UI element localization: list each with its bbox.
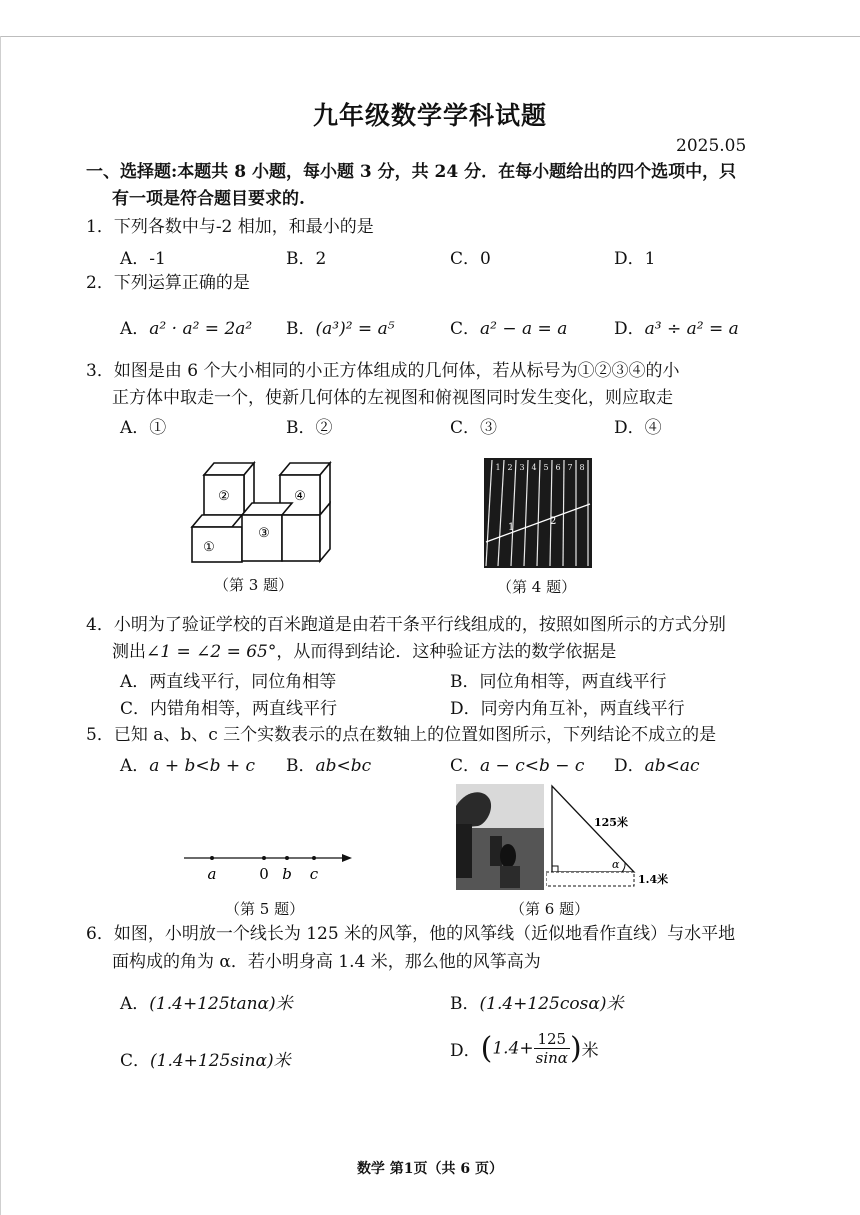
- q6-option-d-denominator: sinα: [535, 1049, 568, 1067]
- q5-option-a: [120, 751, 255, 776]
- q2-option-c-label: C．: [450, 319, 481, 339]
- q6-option-a-label: A．: [120, 994, 150, 1014]
- q4-line2-suffix: ，从而得到结论．这种验证方法的数学依据是: [276, 642, 617, 662]
- q2-stem: 2．下列运算正确的是: [86, 273, 250, 293]
- q3-option-b: B．②: [286, 418, 333, 438]
- q5-option-b: [286, 751, 371, 776]
- q3-line2: 正方体中取走一个，使新几何体的左视图和俯视图同时发生变化，则应取走: [112, 388, 673, 408]
- q4-line1: 4．小明为了验证学校的百米跑道是由若干条平行线组成的，按照如图所示的方式分别: [86, 615, 726, 635]
- q2-option-d-expr: a³ ÷ a² = a: [644, 319, 739, 339]
- page-top-border: [0, 0, 860, 37]
- q3-option-c: C．③: [450, 418, 498, 438]
- fig6-angle-label: α: [612, 858, 620, 871]
- q2-option-d-label: D．: [614, 319, 645, 339]
- fig3-label-3: ③: [258, 526, 270, 541]
- q6-line2: 面构成的角为 α．若小明身高 1.4 米，那么他的风筝高为: [112, 952, 541, 972]
- q2-option-b: [286, 314, 395, 339]
- figure4-caption: （第 4 题）: [497, 578, 577, 596]
- q5-option-d: [614, 751, 700, 776]
- exam-title: 九年级数学学科试题: [312, 101, 547, 130]
- fig6-base-strip: [546, 872, 634, 886]
- fig3-label-1: ①: [203, 540, 215, 555]
- q5-option-c-label: C．: [450, 756, 481, 776]
- q5-option-d-expr: ab<ac: [644, 756, 700, 776]
- q6-option-d-paren-open: (: [480, 1031, 493, 1066]
- fig5-point-b: [285, 856, 289, 860]
- q4-option-b: B．同位角相等，两直线平行: [450, 672, 667, 692]
- q6-line1: 6．如图，小明放一个线长为 125 米的风筝，他的风筝线（近似地看作直线）与水平地: [86, 924, 736, 944]
- section1-line1: 一、选择题:本题共 8 小题，每小题 3 分，共 24 分．在每小题给出的四个选项中，只: [86, 162, 737, 182]
- fig4-lane-1: 1: [495, 463, 501, 472]
- q6-option-d-unit: 米: [581, 1041, 599, 1061]
- fig4-angle-1: 1: [508, 522, 515, 533]
- figure6-triangle: [546, 784, 676, 890]
- q5-option-c: [450, 751, 584, 776]
- q4-option-c: C．内错角相等，两直线平行: [120, 699, 338, 719]
- fig6-line-label: 125米: [594, 816, 628, 829]
- q5-stem: 5．已知 a、b、c 三个实数表示的点在数轴上的位置如图所示，下列结论不成立的是: [86, 725, 717, 745]
- fig3-label-4: ④: [294, 489, 306, 504]
- q2-option-c: [450, 314, 567, 339]
- q4-option-d: D．同旁内角互补，两直线平行: [450, 699, 685, 719]
- fig5-label-0: 0: [259, 865, 269, 883]
- figure5-caption: （第 5 题）: [225, 900, 305, 918]
- q2-option-b-expr: (a³)² = a⁵: [315, 319, 395, 339]
- q2-option-d: [614, 314, 739, 339]
- exam-date: 2025.05: [676, 136, 747, 156]
- cube-br-front: [282, 515, 320, 561]
- fig4-lane-3: 3: [519, 463, 525, 472]
- fig5-point-a: [210, 856, 214, 860]
- cube1-front: [192, 527, 242, 562]
- q2-option-b-label: B．: [286, 319, 316, 339]
- page-footer: 数学 第1页（共 6 页）: [356, 1161, 504, 1177]
- q3-option-a: A．①: [120, 418, 167, 438]
- q6-option-b-expr: (1.4+125cosα)米: [479, 994, 624, 1014]
- fig4-lane-5: 5: [543, 463, 549, 472]
- q1-stem: 1．下列各数中与-2 相加，和最小的是: [86, 217, 374, 237]
- q5-option-b-label: B．: [286, 756, 316, 776]
- fig3-label-2: ②: [218, 489, 230, 504]
- q4-line2: [112, 640, 616, 664]
- fig4-lane-7: 7: [567, 463, 573, 472]
- q6-option-c: [120, 1046, 291, 1071]
- fig6-photo-figure-mid: [490, 836, 502, 866]
- q5-option-c-expr: a − c<b − c: [480, 756, 585, 776]
- q6-option-d-label: D．: [450, 1041, 481, 1061]
- q6-option-a: [120, 989, 293, 1014]
- fig6-height-label: 1.4米: [638, 873, 669, 886]
- fig5-point-c: [312, 856, 316, 860]
- fig5-axis-arrow: [342, 854, 352, 862]
- q6-option-d-paren-close: ): [569, 1031, 582, 1066]
- q2-option-a-expr: a² · a² = 2a²: [149, 319, 253, 339]
- q2-option-a-label: A．: [120, 319, 150, 339]
- figure4-track: [484, 458, 592, 568]
- q6-option-d: [450, 1030, 599, 1067]
- q4-option-a: A．两直线平行，同位角相等: [120, 672, 337, 692]
- cube3-top: [242, 503, 292, 515]
- figure6-caption: （第 6 题）: [510, 900, 590, 918]
- q6-option-c-label: C．: [120, 1051, 151, 1071]
- page-left-border: [0, 36, 1, 1215]
- figure3-caption: （第 3 题）: [214, 576, 294, 594]
- q3-line1: 3．如图是由 6 个大小相同的小正方体组成的几何体，若从标号为①②③④的小: [86, 361, 680, 381]
- fig6-photo-figure-left: [456, 824, 472, 878]
- fig4-lane-4: 4: [531, 463, 537, 472]
- q6-option-a-expr: (1.4+125tanα)米: [149, 994, 293, 1014]
- fig4-lane-2: 2: [507, 463, 513, 472]
- q1-option-c: C．0: [450, 249, 491, 269]
- q2-option-c-expr: a² − a = a: [480, 319, 568, 339]
- q4-angle-expr: ∠1 = ∠2 = 65°: [146, 642, 277, 662]
- section1-line2: 有一项是符合题目要求的.: [112, 189, 305, 209]
- fig5-point-0: [262, 856, 266, 860]
- q3-option-d: D．④: [614, 418, 662, 438]
- q6-option-d-fraction: [534, 1030, 570, 1067]
- q1-option-a: A．-1: [120, 249, 166, 269]
- q1-option-d: D．1: [614, 249, 656, 269]
- fig6-triangle-shape: [552, 786, 634, 872]
- q6-option-c-expr: (1.4+125sinα)米: [150, 1051, 291, 1071]
- fig5-label-b: b: [282, 865, 292, 883]
- q6-option-b-label: B．: [450, 994, 480, 1014]
- figure6-photo: [456, 784, 544, 890]
- q1-option-b: B．2: [286, 249, 327, 269]
- fig4-lane-6: 6: [555, 463, 561, 472]
- fig4-lane-8: 8: [579, 463, 585, 472]
- fig4-angle-2: 2: [550, 516, 557, 527]
- figure3-cubes: [182, 455, 342, 567]
- fig5-label-c: c: [309, 865, 319, 883]
- cube1-top: [192, 515, 242, 527]
- q6-option-b: [450, 989, 623, 1014]
- fig6-photo-figure-right: [500, 844, 516, 868]
- figure5-number-line: [180, 846, 360, 886]
- q2-option-a: [120, 314, 252, 339]
- q5-option-d-label: D．: [614, 756, 645, 776]
- q6-option-d-numerator: 125: [534, 1030, 570, 1049]
- q5-option-a-label: A．: [120, 756, 150, 776]
- q4-line2-prefix: 测出: [112, 642, 146, 662]
- q5-option-b-expr: ab<bc: [315, 756, 372, 776]
- q6-option-d-prefix: 1.4+: [492, 1038, 534, 1059]
- fig6-photo-figure-legs: [500, 866, 520, 888]
- q5-option-a-expr: a + b<b + c: [149, 756, 256, 776]
- fig5-label-a: a: [207, 865, 217, 883]
